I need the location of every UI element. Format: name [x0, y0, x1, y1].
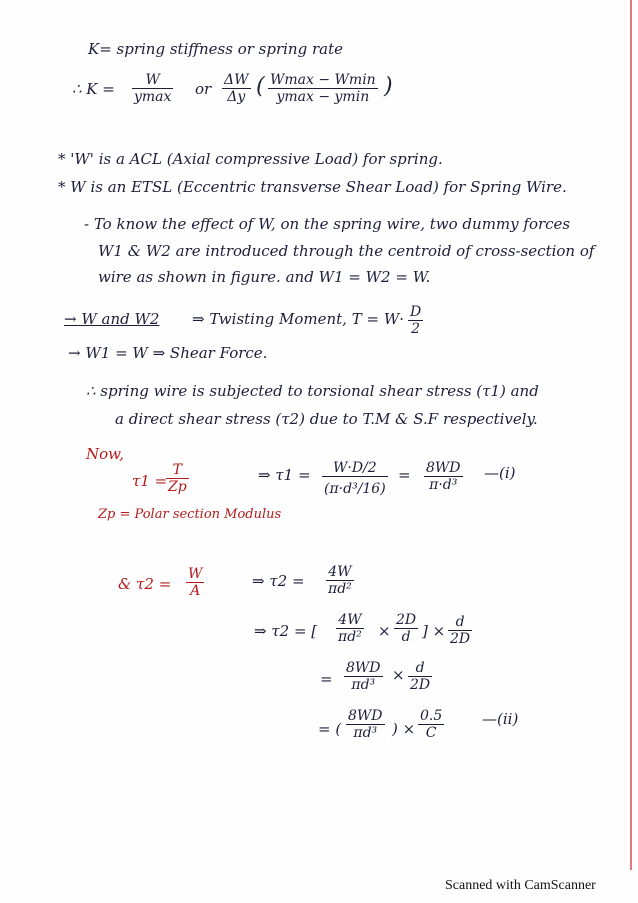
- fraction: $\frac{W\cdot D/2}{\text{(π·d³/16)}}$: [324, 460, 386, 497]
- fraction: $\frac{4W}{\text{πd²}}$: [328, 564, 352, 597]
- text-line: ∴ spring wire is subjected to torsional shear stress (τ1) and: [86, 382, 539, 400]
- fraction: $\frac{0.5}{C}$: [420, 708, 443, 741]
- equation-text: ⇒ τ2 = [: [254, 622, 318, 640]
- equation-text: ] ×: [422, 622, 446, 640]
- text-line: * 'W' is a ACL (Axial compressive Load) for spring.: [58, 150, 443, 168]
- fraction: $\frac{d}{2D}$: [450, 614, 471, 647]
- fraction: $\frac{d}{2D}$: [410, 660, 431, 693]
- text-line: → W1 = W ⇒ Shear Force.: [68, 344, 268, 362]
- equation-tag: —(i): [484, 464, 516, 482]
- fraction: $\frac{D}{2}$: [410, 304, 422, 337]
- equation-text: ⇒ τ2 =: [252, 572, 305, 590]
- fraction: $\frac{W}{A}$: [188, 566, 203, 599]
- equation-text: & τ2 =: [118, 575, 172, 593]
- fraction: $\frac{8WD}{\text{πd³}}$: [348, 708, 383, 741]
- fraction: Wmax − Wmin ymax − ymin: [270, 72, 376, 105]
- margin-line: [630, 0, 632, 870]
- paren-open: (: [256, 74, 265, 99]
- now-label: Now,: [86, 445, 124, 463]
- paren-close: ): [384, 74, 393, 99]
- text-line: * W is an ETSL (Eccentric transverse Shear Load) for Spring Wire.: [58, 178, 567, 196]
- equation-text: =: [320, 670, 333, 688]
- text-line: K= spring stiffness or spring rate: [88, 40, 343, 58]
- text-line: ∴ K =: [72, 80, 115, 98]
- fraction: W ymax: [134, 72, 172, 105]
- fraction: $\frac{T}{Zp}$: [168, 462, 187, 495]
- equation-text: ⇒ τ1 =: [258, 466, 311, 484]
- text-line: wire as shown in figure. and W1 = W2 = W.: [98, 268, 431, 286]
- fraction: $\frac{\Delta W}{\Delta y}$: [224, 72, 249, 105]
- text-line: ⇒ Twisting Moment, T = W·: [192, 310, 405, 328]
- equation-text: ) ×: [392, 720, 416, 738]
- equation-text: ×: [378, 622, 391, 640]
- equation-tag: —(ii): [482, 710, 519, 728]
- text-or: or: [195, 80, 212, 98]
- text-line: - To know the effect of W, on the spring wire, two dummy forces: [84, 215, 571, 233]
- equation-text: τ1 =: [132, 472, 168, 490]
- zp-note: Zp = Polar section Modulus: [98, 507, 282, 522]
- fraction: $\frac{4W}{\text{πd²}}$: [338, 612, 362, 645]
- text-line: a direct shear stress (τ2) due to T.M & S.F respectively.: [115, 410, 538, 428]
- fraction: $\frac{2D}{d}$: [396, 612, 417, 645]
- equation-text: = (: [318, 720, 342, 738]
- fraction: $\frac{8WD}{\text{π·d³}}$: [426, 460, 461, 493]
- scanner-watermark: Scanned with CamScanner: [445, 878, 596, 893]
- fraction: $\frac{8WD}{\text{πd³}}$: [346, 660, 381, 693]
- text-line: → W and W2: [64, 310, 160, 328]
- equation-text: ×: [392, 666, 405, 684]
- text-line: W1 & W2 are introduced through the centroid of cross-section of: [98, 242, 595, 260]
- equation-text: =: [398, 466, 411, 484]
